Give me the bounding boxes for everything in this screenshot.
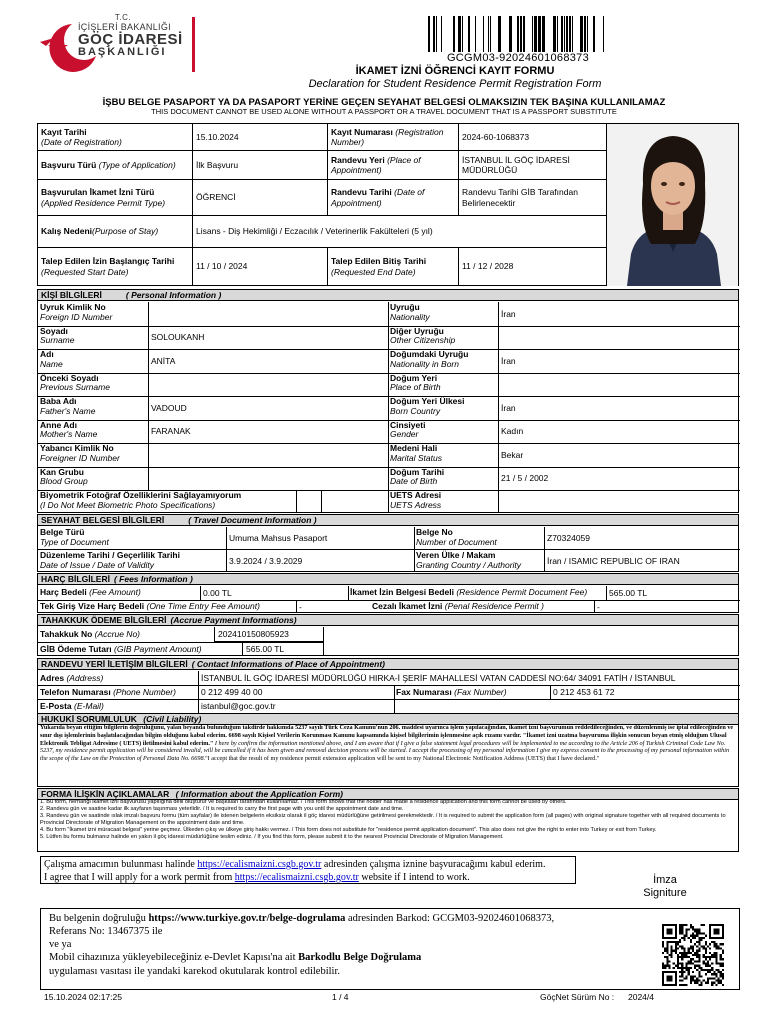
personal-right-value: İran (501, 402, 516, 413)
personal-left-label: Yabancı Kimlik No Foreigner ID Number (40, 443, 120, 463)
address-value: İSTANBUL İL GÖÇ İDARESİ MÜDÜRLÜĞÜ HIRKA-İ ŞERİF MAHALLESİ VATAN CADDESİ NO:64/ 34091 FATİH / İSTANBUL (201, 672, 676, 683)
personal-info-section (37, 289, 739, 513)
appt-place-value: İSTANBUL İL GÖÇ İDARESİ MÜDÜRLÜĞÜ (459, 151, 607, 180)
travel-doc-header: SEYAHAT BELGESİ BİLGİLERİ ( Travel Document Information ) (38, 515, 738, 526)
personal-left-value (148, 302, 388, 326)
start-date-value: 11 / 10 / 2024 (193, 248, 328, 285)
accrue-section (37, 614, 739, 656)
doc-fee-value: 565.00 TL (609, 588, 648, 598)
contact-section (37, 658, 739, 714)
footer-page: 1 / 4 (332, 992, 349, 1002)
form-note: 1. Bu form, herhangi ikamet izni başvurusu yapılığına delil oluşturur ve başkaları tarafından kullanılamaz. / This form shows that the holder has made a residence application and this form cannot be used by others. (40, 799, 567, 805)
form-note: 4. Bu form "İkamet izni müracaat belgesi" yerine geçmez. Ülkeden çıkış ve ülkeye giriş hakkı vermez. / This form does not substitute for "residence permit application document". This also does not give the right to enter into Turkey or exit from Turkey. (40, 826, 657, 833)
penal-label: Cezalı İkamet İzni (Penal Residence Permit ) (372, 601, 544, 611)
warning-en: THIS DOCUMENT CANNOT BE USED ALONE WITHOUT A PASSPORT OR A TRAVEL DOCUMENT THAT IS A PASSPORT SUBSTITUTE (151, 107, 617, 116)
form-title: İKAMET İZNİ ÖĞRENCİ KAYIT FORMU (355, 65, 555, 77)
form-notes-header: FORMA İLİŞKİN AÇIKLAMALAR ( Information about the Application Form) (38, 789, 738, 800)
personal-left-label: Önceki Soyadı Previous Surname (40, 372, 110, 393)
appt-date-label: Randevu Tarihi (Date of Appointment) (328, 180, 459, 216)
personal-right-label: Uyruğu Nationality (390, 302, 430, 322)
email-value: istanbul@goc.gov.tr (201, 701, 276, 711)
reg-no-value: 2024-60-1068373 (459, 124, 607, 151)
entry-fee-label: Tek Giriş Vize Harç Bedeli (One Time Entry Fee Amount) (40, 601, 260, 611)
footer-datetime: 15.10.2024 02:17:25 (44, 992, 122, 1002)
personal-right-label: Cinsiyeti Gender (390, 419, 426, 440)
reg-no-label: Kayıt Numarası (Registration Number) (328, 124, 459, 151)
personal-left-value: ANİTA (151, 355, 176, 366)
ecalismaizni-link[interactable]: https://ecalismaizni.csgb.gov.tr (197, 859, 322, 870)
doc-type-label: Belge Türü Type of Document (40, 527, 109, 547)
verify-line1: Bu belgenin doğruluğu https://www.turkiye.gov.tr/belge-dogrulama adresinden Barkod: GCGM03-92024601068373, (49, 913, 555, 924)
contact-header: RANDEVU YERİ İLETİŞİM BİLGİLERİ ( Contact Informations of Place of Appointment) (38, 659, 738, 670)
form-note: 3. Randevu gün ve saatinde ıslak imzalı başvuru formu (tüm sayfalar) ile istenen belgelerin eksiksiz olarak il göç idaresi müdürlüğüne getirilmesi gerekmektedir. / It is required to submit the application form (all pages) with original signature together with all required documents to Provincial Directorate of Migration Management on the appointment date and time. (40, 812, 726, 826)
personal-left-label: Baba Adı Father's Name (40, 396, 96, 416)
personal-right-label: Doğum Tarihi Date of Birth (390, 466, 445, 487)
signature-label-tr: İmza (653, 874, 677, 886)
accrue-no-value: 202410150805923 (214, 627, 324, 642)
fees-header: HARÇ BİLGİLERİ ( Fees Information ) (38, 574, 738, 585)
phone-label: Telefon Numarası (Phone Number) (40, 687, 176, 697)
purpose-label: Kalış Nedeni(Purpose of Stay) (38, 216, 193, 248)
verify-line3: ve ya (49, 939, 72, 951)
legal-text: Yukarıda beyan ettiğim bilgilerin doğruluğunu, yalan beyanda bulunduğum takdirde hakkımda 5237 sayılı Türk Ceza Kanunu'nun 206. maddesi uyarınca işlem yapılacağından, ikamet izni başvurumun reddedileceğinden, ve düzenlenmiş ise iptal edileceğinden ve sınır dışı işlemlerinin başlatılacağından bilgim olduğunu kabul ederim. 6698 sayılı Kişisel Verilerin Korunması Kanunu kapsamında kişisel bilgilerimin işlenmesine açık rızamı vardır. "İkamet izni uzatma başvuruma ilişkin sonucun beyan etmiş olduğum Ulusal Elektronik Tebligat Adresime ( UETS) iletilmesini kabul ederim." I here by confirm the information mentioned above, and I am aware that if I give a false statement legal procedures will be implemented to me according to the Article 206 of Turkish Criminal Code Law No. 5237, my residence permit application will be considered invalid, will be cancelled if it has been given and removal decision process will be started. I accept the processing of my personal information I give my express consent to the processing of my personal information within the scope of the Law on the Protection of Personal Data No. 6698."I accept that the result of my residence permit extension application will be sent to my National Electronic Notification Address (UETS) that I have declared." (40, 724, 734, 762)
logo-text (78, 14, 183, 58)
doc-dates-label: Düzenleme Tarihi / Geçerlilik Tarihi Date of Issue / Date of Validity (40, 550, 180, 570)
personal-info-header: KİŞİ BİLGİLERİ ( Personal Information ) (38, 290, 738, 301)
form-note: 2. Randevu gün ve saatine kadar ilk sayfanın taşınması yeterlidir. / It is required to carry the first page with you until the appointment date and time. (40, 805, 404, 812)
appt-date-value: Randevu Tarihi GİB Tarafından Belirlenecektir (459, 180, 607, 216)
personal-left-label: Uyruk Kimlik No Foreign ID Number (40, 302, 113, 322)
personal-left-label: Soyadı Surname (40, 325, 75, 346)
permit-type-label: Başvurulan İkamet İzni Türü (Applied Residence Permit Type) (38, 180, 193, 216)
work-permit-box (40, 856, 576, 884)
barcode-number: GCGM03-92024601068373 (446, 52, 590, 64)
fees-section (37, 573, 739, 613)
personal-left-value (148, 443, 388, 467)
doc-no-label: Belge No Number of Document (416, 527, 497, 547)
warning-tr: İŞBU BELGE PASAPORT YA DA PASAPORT YERİNE GEÇEN SEYAHAT BELGESİ OLMAKSIZIN TEK BAŞINA KULLANILAMAZ (102, 97, 666, 108)
personal-right-value (498, 326, 740, 350)
logo-baskanligi: BAŞKANLIĞI (78, 46, 167, 58)
personal-left-value (148, 467, 388, 491)
barcode-image (428, 16, 604, 52)
verify-line5: uygulaması vasıtası ile yandaki karekod okutularak kontrol edilebilir. (49, 965, 341, 977)
fax-label: Fax Numarası (Fax Number) (396, 687, 507, 697)
logo-divider (192, 17, 195, 72)
fee-amount-value: 0.00 TL (203, 588, 232, 598)
doc-country-label: Veren Ülke / Makam Granting Country / Authority (416, 550, 522, 570)
gib-amount-label: GİB Ödeme Tutarı (GIB Payment Amount) (40, 644, 202, 654)
address-label: Adres (Address) (40, 673, 104, 683)
phone-value: 0 212 499 40 00 (201, 687, 263, 697)
fax-value: 0 212 453 61 72 (553, 687, 615, 697)
personal-right-label: Doğum Yeri Place of Birth (390, 372, 441, 393)
doc-country-value: İran / ISAMIC REPUBLIC OF IRAN (547, 556, 680, 566)
signature-area (630, 874, 700, 899)
personal-left-label: Kan Grubu Blood Group (40, 466, 88, 487)
personal-right-value: İran (501, 355, 516, 366)
logo-goc-idaresi: GÖÇ İDARESİ (78, 31, 183, 48)
verify-line2: Referans No: 13467375 ile (49, 926, 163, 938)
entry-fee-value: - (299, 601, 302, 612)
accrue-no-label: Tahakkuk No (Accrue No) (40, 629, 140, 639)
form-notes-list (40, 799, 736, 841)
work-permit-tr: Çalışma amacımın bulunması halinde https://ecalismaizni.csgb.gov.tr adresinden çalışma iznine başvuracağımı kabul ederim. (44, 859, 546, 870)
fee-amount-label: Harç Bedeli (Fee Amount) (40, 587, 141, 597)
personal-right-value: Kadın (501, 426, 524, 437)
personal-right-value: Bekar (501, 449, 524, 460)
personal-left-value (148, 373, 388, 397)
end-date-label: Talep Edilen Bitiş Tarihi (Requested End Date) (328, 248, 459, 285)
gib-amount-value: 565.00 TL (242, 642, 324, 656)
legal-header: HUKUKİ SORUMLULUK (Civil Liability) (38, 714, 738, 725)
personal-left-label: Adı Name (40, 349, 63, 369)
logo-tc: T.C. (114, 13, 132, 22)
personal-right-value: İran (501, 308, 516, 319)
form-note: 5. Lütfen bu formu bulmanız halinde en yakın il göç idaresi müdürlüğüne teslim ediniz. / If you find this form, please submit it to the nearest Provincial Directorate of Migration Management. (40, 833, 504, 840)
doc-fee-label: İkamet İzin Belgesi Bedeli (Residence Permit Document Fee) (350, 587, 588, 597)
verification-box (40, 908, 740, 990)
reg-date-label: Kayıt Tarihi (Date of Registration) (38, 124, 193, 151)
doc-dates-value: 3.9.2024 / 3.9.2029 (229, 556, 303, 566)
qr-code-image (660, 924, 726, 986)
permit-type-value: ÖĞRENCİ (193, 180, 328, 216)
start-date-label: Talep Edilen İzin Başlangıç Tarihi (Requested Start Date) (38, 248, 193, 285)
purpose-value: Lisans - Diş Hekimliği / Eczacılık / Veterinerlik Fakülteleri (5 yıl) (193, 216, 607, 248)
app-type-label: Başvuru Türü (Type of Application) (38, 151, 193, 180)
biometric-label: Biyometrik Fotoğraf Özelliklerini Sağlayamıyorum (I Do Not Meet Biometric Photo Specifications) (40, 490, 242, 510)
personal-right-value: 21 / 5 / 2002 (501, 473, 549, 484)
doc-type-value: Umuma Mahsus Pasaport (229, 533, 328, 543)
end-date-value: 11 / 12 / 2028 (459, 248, 607, 285)
email-label: E-Posta (E-Mail) (40, 701, 104, 711)
logo-ministry: İÇİŞLERİ BAKANLIĞI (78, 22, 171, 32)
penal-value: - (597, 601, 600, 612)
appt-place-label: Randevu Yeri (Place of Appointment) (328, 151, 459, 180)
personal-right-label: Doğum Yeri Ülkesi Born Country (390, 396, 465, 416)
app-type-value: İlk Başvuru (193, 151, 328, 180)
work-permit-en: I agree that I will apply for a work permit from https://ecalismaizni.csgb.gov.tr website if I intend to work. (44, 872, 470, 883)
personal-right-value (498, 373, 740, 397)
personal-left-label: Anne Adı Mother's Name (40, 419, 98, 440)
reg-date-value: 15.10.2024 (193, 124, 328, 151)
footer-version-label: GöçNet Sürüm No : (540, 992, 615, 1002)
personal-right-label: Diğer Uyruğu Other Citizenship (390, 325, 456, 346)
accrue-header: TAHAKKUK ÖDEME BİLGİLERİ (Accrue Payment Informations) (38, 615, 738, 626)
travel-doc-section (37, 514, 739, 572)
signature-label-en: Signiture (643, 886, 687, 899)
form-subtitle: Declaration for Student Residence Permit Registration Form (308, 78, 602, 90)
personal-left-value: VADOUD (151, 402, 187, 413)
doc-no-value: Z70324059 (547, 533, 591, 543)
biometric-checkbox[interactable] (296, 490, 322, 512)
footer-version: 2024/4 (628, 992, 654, 1002)
personal-right-label: Doğumdaki Uyruğu Nationality in Born (390, 349, 469, 369)
uets-label: UETS Adresi UETS Adress (390, 490, 442, 510)
verify-line4: Mobil cihazınıza yükleyebileceğiniz e-Devlet Kapısı'na ait Barkodlu Belge Doğrulama (49, 952, 422, 964)
applicant-photo (606, 124, 738, 286)
personal-right-label: Medeni Hali Marital Status (390, 443, 442, 463)
personal-left-value: FARANAK (151, 426, 191, 437)
personal-left-value: SOLOUKANH (151, 332, 205, 343)
ecalismaizni-link-en[interactable]: https://ecalismaizni.csgb.gov.tr (234, 872, 359, 883)
